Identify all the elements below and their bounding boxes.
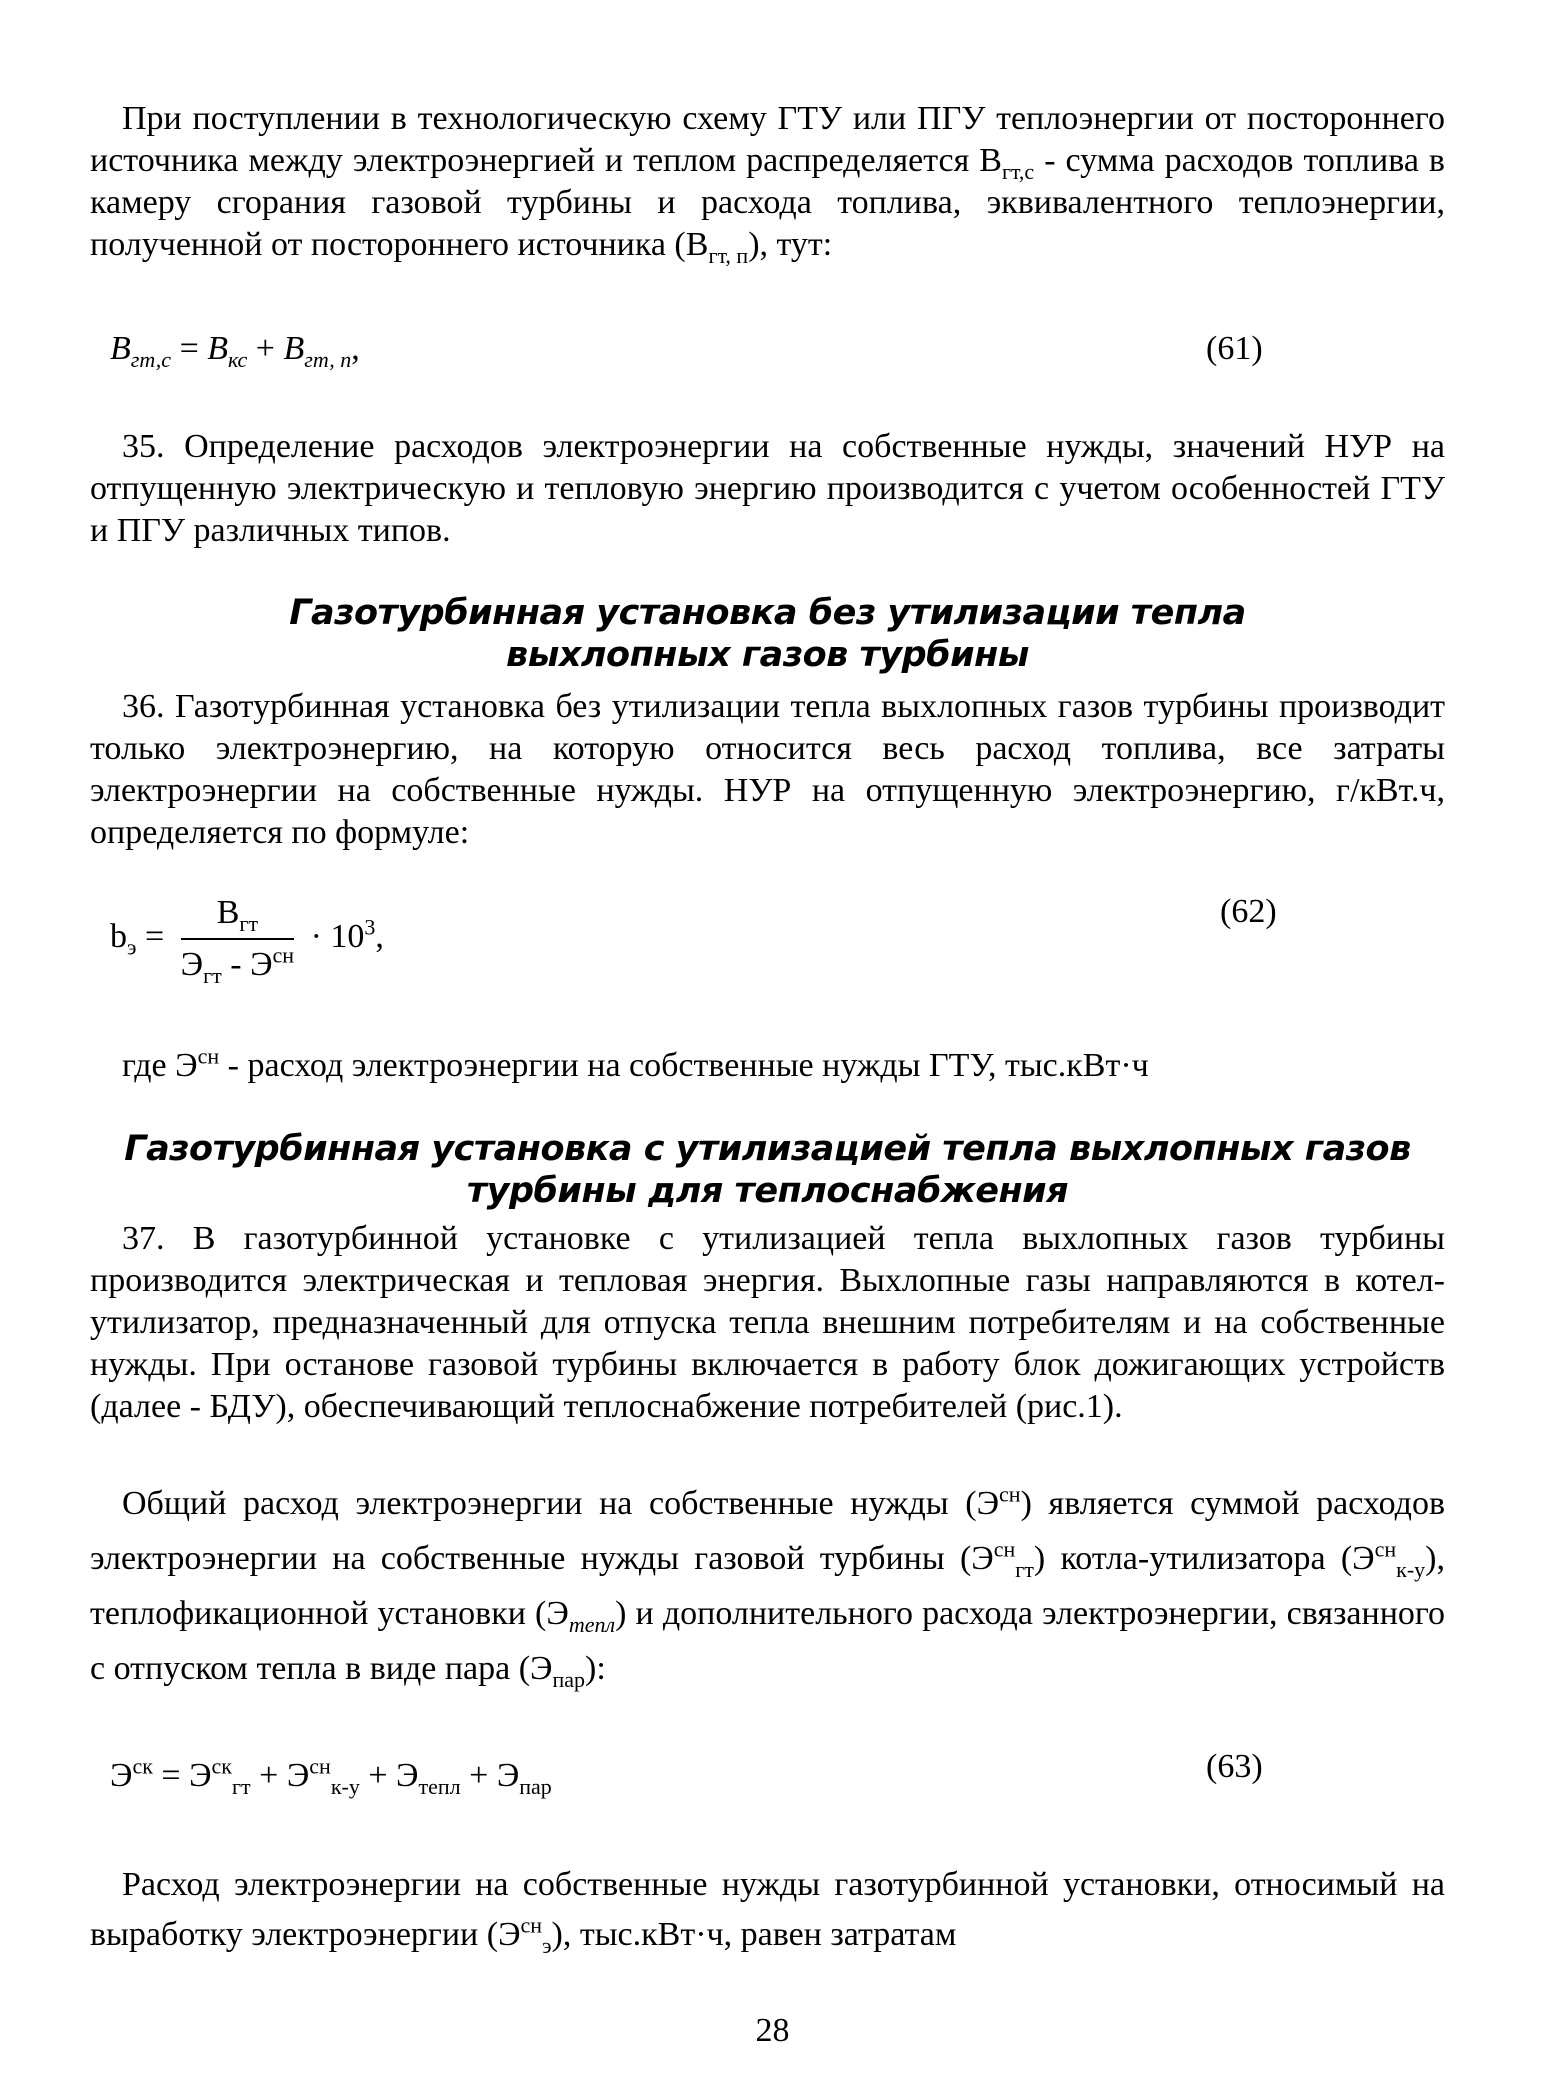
paragraph-35: 35. Определение расходов электроэнергии на собственные нужды, значений НУР на отпущенную электрическую и тепловую энергию производится с учетом особенностей ГТУ и ПГУ различных типов.	[90, 428, 1445, 549]
formula-62: $b_э$ = $\frac{В_{гт}}{Э_{гт} - Э^{сн}}$ · $10^3$,	[110, 894, 384, 988]
formula-61: $B_{гт,с} = B_{кс} + B_{гт, п}$,	[110, 330, 360, 372]
formula-63-number: (63)	[1206, 1748, 1263, 1785]
page-number: 28	[755, 2012, 790, 2049]
formula-62-number: (62)	[1220, 893, 1277, 930]
paragraph-total-consumption: Общий расход электроэнергии на собственные нужды $(Э^{сн})$ является суммой расходов электроэнергии на собственные нужды газовой турбины $(Э^{сн}_{гт})$ котла-утилизатора $(Э^{сн}_{к-у})$, теплофикационной установки $(Э_{тепл})$ и дополнительного расхода электроэнергии, связанного с отпуском тепла в виде пара $(Э_{пар})$:	[90, 1481, 1446, 1692]
formula-61-number: (61)	[1206, 330, 1263, 367]
formula-62-where: где $Э^{сн}$ - расход электроэнергии на собственные нужды ГТУ, тыс.кВт·ч	[122, 1043, 1149, 1084]
formula-62-fraction: $\frac{В_{гт}}{Э_{гт} - Э^{сн}}$	[180, 894, 295, 988]
paragraph-gtu-consumption: Расход электроэнергии на собственные нужды газотурбинной установки, относимый на выработку электроэнергии $(Э^{сн}_э)$, тыс.кВт·ч, равен затратам	[90, 1866, 1445, 1958]
section-heading-with-utilization: Газотурбинная установка с утилизацией тепла выхлопных газов турбины для теплоснабжения	[124, 1129, 1411, 1211]
paragraph-intro: При поступлении в технологическую схему ГТУ или ПГУ теплоэнергии от постороннего источника между электроэнергией и теплом распределяется $В_{гт,с}$ - сумма расходов топлива в камеру сгорания газовой турбины и расхода топлива, эквивалентного теплоэнергии, полученной от постороннего источника $(В_{гт, п})$, тут:	[90, 100, 1445, 268]
formula-63: $Э^{ск} = Э^{ск}_{гт} + Э^{сн}_{к-у} + Э_{тепл} + Э_{пар}$	[110, 1753, 552, 1799]
section-heading-no-utilization: Газотурбинная установка без утилизации тепла выхлопных газов турбины	[289, 593, 1246, 675]
paragraph-37: 37. В газотурбинной установке с утилизацией тепла выхлопных газов турбины производится электрическая и тепловая энергия. Выхлопные газы направляются в котел-утилизатор, предназначенный для отпуска тепла внешним потребителям и на собственные нужды. При останове газовой турбины включается в работу блок дожигающих устройств (далее - БДУ), обеспечивающий теплоснабжение потребителей (рис.1).	[90, 1220, 1445, 1425]
paragraph-36: 36. Газотурбинная установка без утилизации тепла выхлопных газов турбины производит только электроэнергию, на которую относится весь расход топлива, все затраты электроэнергии на собственные нужды. НУР на отпущенную электроэнергию, г/кВт.ч, определяется по формуле:	[90, 688, 1445, 851]
